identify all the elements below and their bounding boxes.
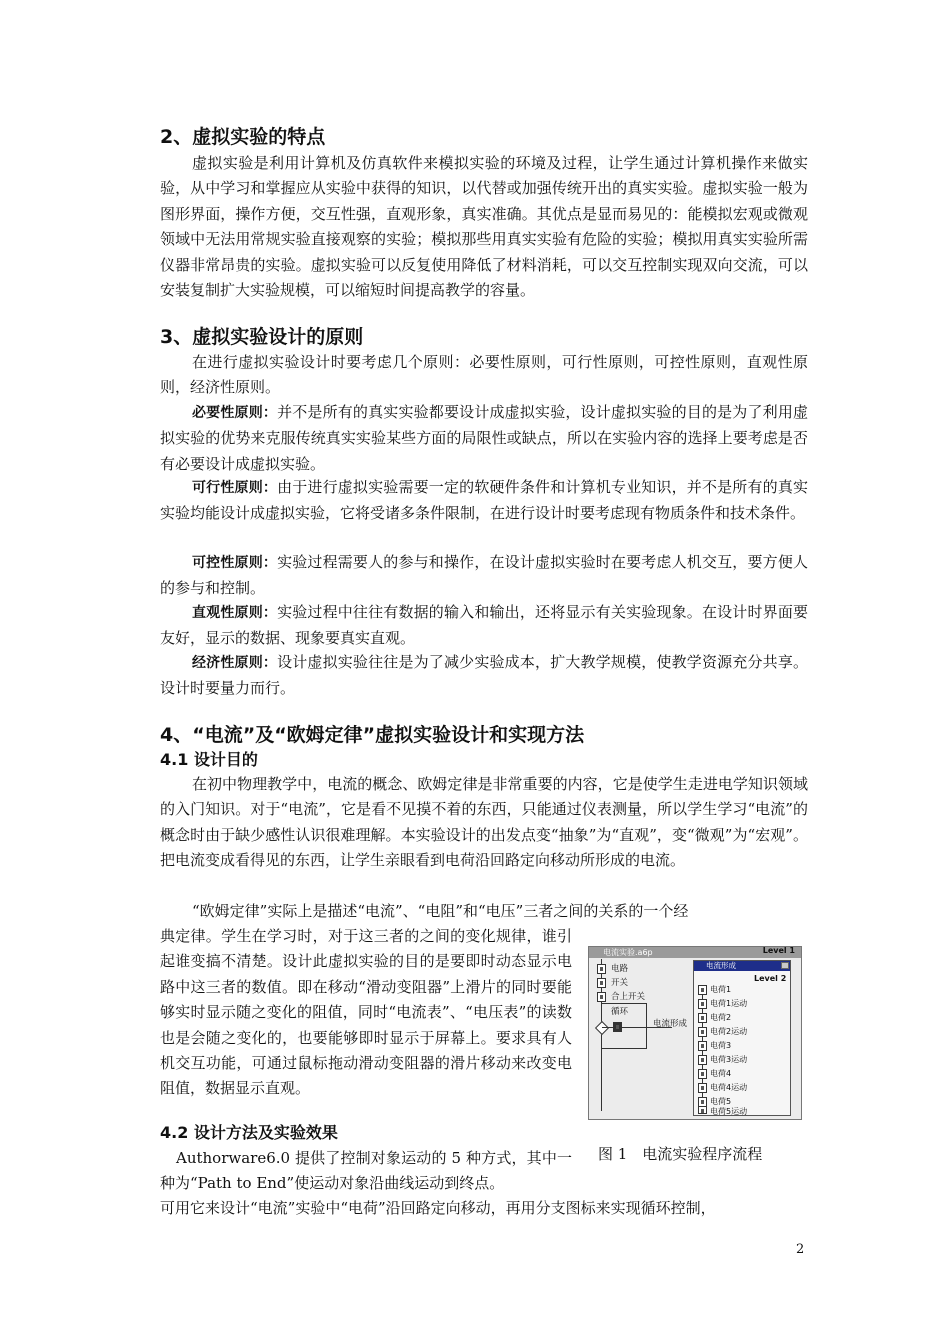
motion-icon — [698, 1083, 707, 1093]
principle-term: 可行性原则： — [192, 480, 278, 496]
sub-item-label: 电荷5 — [710, 1097, 732, 1106]
sub-item-label: 电荷2运动 — [710, 1027, 748, 1036]
principle-controllability — [160, 550, 808, 602]
principle-term: 直观性原则： — [192, 605, 278, 621]
principle-text: 实验过程中往往有数据的输入和输出，还将显示有关实验现象。在设计时界面要友好，显示的数据、现象要真实直观。 — [160, 603, 809, 648]
flow-item-label: 电路 — [611, 964, 629, 974]
sub-item-label: 电荷2 — [710, 1013, 732, 1022]
sub-window — [693, 960, 791, 1116]
section4-heading: 4、“电流”及“欧姆定律”虚拟实验设计和实现方法 — [160, 724, 585, 746]
page-number: 2 — [796, 1242, 805, 1257]
principle-feasibility — [160, 475, 808, 527]
flow-item-label: 合上开关 — [611, 992, 646, 1002]
section2-paragraph: 虚拟实验是利用计算机及仿真软件来模拟实验的环境及过程，让学生通过计算机操作来做实验，从中学习和掌握应从实验中获得的知识，以代替或加强传统开出的真实实验。虚拟实验一般为图形界面，操作方便，交互性强，直观形象，真实准确。其优点是显而易见的：能模拟宏观或微观领域中无法用常规实验直接观察的实验；模拟那些用真实实验有危险的实验；模拟用真实实验所需仪器非常昂贵的实验。虚拟实验可以反复使用降低了材料消耗，可以交互控制实现双向交流，可以安装复制扩大实验规模，可以缩短时间提高教学的容量。 — [160, 154, 808, 300]
sub-window-title: 电流形成 — [706, 961, 736, 970]
map-icon — [613, 1022, 622, 1032]
figure-caption: 图 1 电流实验程序流程 — [598, 1145, 763, 1163]
motion-icon — [698, 1055, 707, 1065]
principle-necessity — [160, 400, 808, 477]
sub-item-label: 电荷1运动 — [710, 999, 748, 1008]
section4-1-paragraph1: 在初中物理教学中，电流的概念、欧姆定律是非常重要的内容，它是使学生走进电学知识领域的入门知识。对于“电流”，它是看不见摸不着的东西，只能通过仪表测量，所以学生学习“电流”的概念时由于缺少感性认识很难理解。本实验设计的出发点变“抽象”为“直观”，变“微观”为“宏观”。把电流变成看得见的东西，让学生亲眼看到电荷沿回路定向移动所形成的电流。 — [160, 775, 808, 870]
section4-1-paragraph2-line1: “欧姆定律”实际上是描述“电流”、“电阻”和“电压”三者之间的关系的一个经 — [192, 902, 689, 920]
display-icon — [698, 1069, 707, 1079]
display-icon — [698, 1041, 707, 1051]
sub-item-label: 电荷5运动 — [710, 1107, 748, 1116]
window-level: Level 1 — [762, 946, 795, 955]
motion-icon — [698, 1106, 707, 1114]
section4-1-paragraph2-rest: 典定律。学生在学习时，对于这三者的之间的变化规律，谁引起谁变搞不清楚。设计此虚拟实验的目的是要即时动态显示电路中这三者的数值。即在移动“滑动变阻器”上滑片的同时要能够实时显示随之变化的阻值，同时“电流表”、“电压表”的读数也是会随之变化的，也要能够即时显示于屏幕上。要求具有人机交互功能，可通过鼠标拖动滑动变阻器的滑片移动来改变电阻值，数据显示直观。 — [160, 927, 572, 1098]
principle-term: 必要性原则： — [192, 405, 278, 421]
sub-item-label: 电荷1 — [710, 985, 732, 994]
principle-term: 可控性原则： — [192, 555, 278, 571]
sub-item-label: 电荷4 — [710, 1069, 732, 1078]
display-icon — [698, 1013, 707, 1023]
section3-heading: 3、虚拟实验设计的原则 — [160, 326, 364, 348]
section4-2-heading: 4.2 设计方法及实验效果 — [160, 1123, 338, 1142]
principle-text: 并不是所有的真实实验都要设计成虚拟实验，设计虚拟实验的目的是为了利用虚拟实验的优势来克服传统真实实验某些方面的局限性或缺点，所以在实验内容的选择上要考虑是否有必要设计成虚拟实验。 — [160, 403, 809, 473]
branch-label: 电流形成 — [653, 1019, 688, 1029]
loop-label: 循环 — [611, 1007, 629, 1017]
motion-icon — [698, 1027, 707, 1037]
display-icon — [597, 964, 606, 974]
motion-icon — [698, 999, 707, 1009]
flow-item-label: 开关 — [611, 978, 629, 988]
close-icon — [781, 962, 789, 969]
section4-2-paragraph-part1: Authorware6.0 提供了控制对象运动的 5 种方式，其中一种为“Path to End”使运动对象沿曲线运动到终点。 — [160, 1149, 572, 1193]
display-icon — [597, 978, 606, 988]
sub-item-label: 电荷3运动 — [710, 1055, 748, 1064]
principle-economy — [160, 650, 808, 702]
sub-item-label: 电荷3 — [710, 1041, 732, 1050]
principle-intuitiveness — [160, 600, 808, 652]
display-icon — [698, 985, 707, 995]
sub-item-label: 电荷4运动 — [710, 1083, 748, 1092]
sub-window-titlebar — [694, 961, 790, 971]
principle-term: 经济性原则： — [192, 655, 278, 671]
principle-text: 设计虚拟实验往往是为了减少实验成本，扩大教学规模，使教学资源充分共享。设计时要量力而行。 — [160, 653, 809, 698]
principle-text: 实验过程需要人的参与和操作，在设计虚拟实验时在要考虑人机交互，要方便人的参与和控制。 — [160, 553, 809, 598]
section4-1-heading: 4.1 设计目的 — [160, 750, 258, 769]
principle-text: 由于进行虚拟实验需要一定的软硬件条件和计算机专业知识，并不是所有的真实实验均能设计成虚拟实验，它将受诸多条件限制，在进行设计时要考虑现有物质条件和技术条件。 — [160, 478, 809, 523]
section4-2-paragraph-part2: 可用它来设计“电流”实验中“电荷”沿回路定向移动，再用分支图标来实现循环控制， — [160, 1199, 716, 1217]
wait-icon — [597, 992, 606, 1002]
window-title: 电流实验.a6p — [603, 948, 653, 957]
sub-window-level: Level 2 — [754, 974, 787, 983]
figure-flowchart-screenshot — [588, 946, 802, 1120]
section3-intro: 在进行虚拟实验设计时要考虑几个原则：必要性原则，可行性原则，可控性原则，直观性原则，经济性原则。 — [160, 353, 808, 397]
section2-heading: 2、虚拟实验的特点 — [160, 126, 326, 148]
